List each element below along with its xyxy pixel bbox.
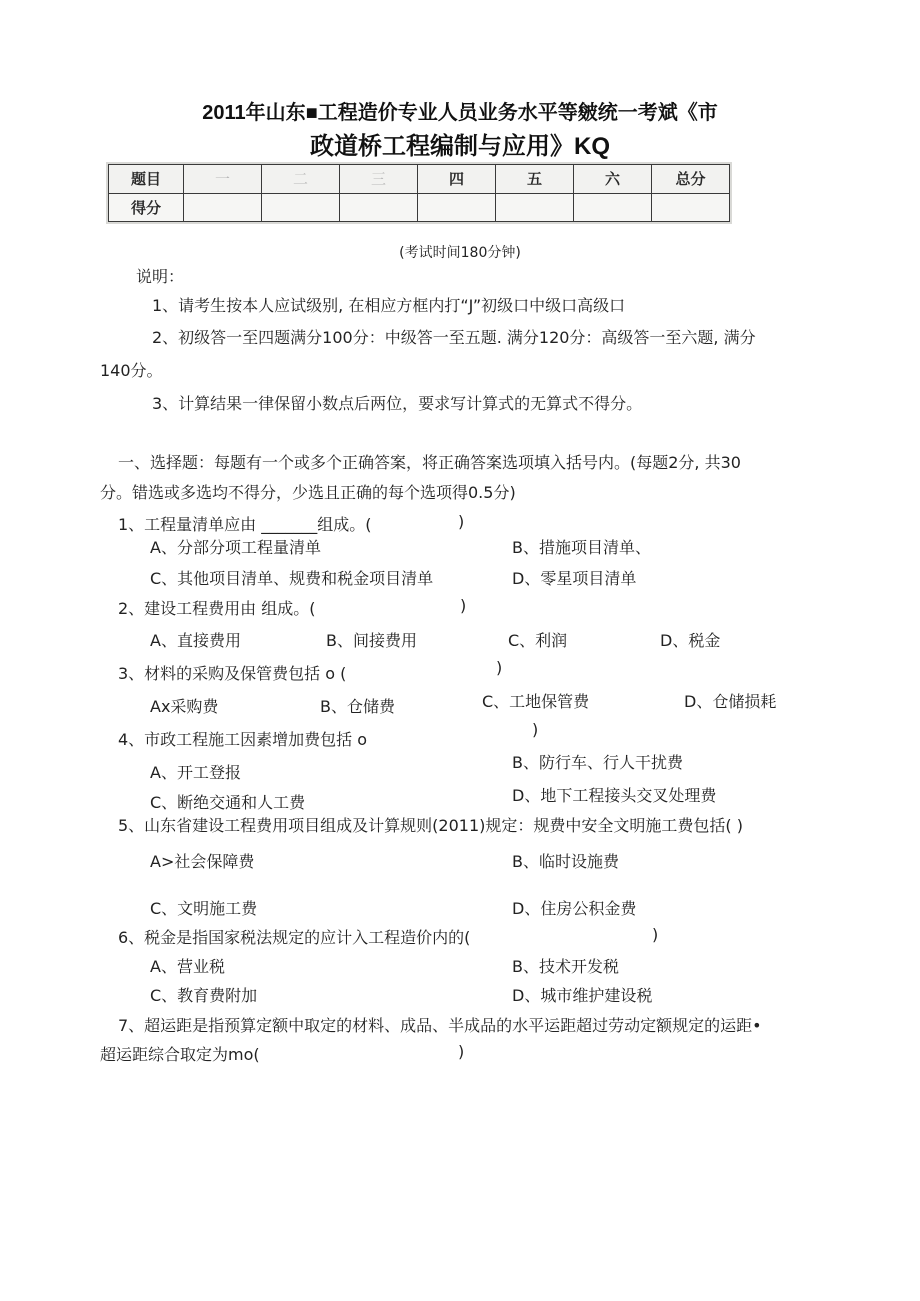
q1-option-b: B、措施项目清单、 [512,538,651,557]
q3-option-d: D、仓储损耗 [684,692,777,711]
instructions-label: 说明： [136,267,185,286]
q1-option-a: A、分部分项工程量清单 [150,538,321,557]
exam-title-line1: 2011年山东■工程造价专业人员业务水平等皴统一考斌《市 [202,102,718,124]
q4-option-b: B、防行车、行人干扰费 [512,753,683,772]
q3-option-c: C、工地保管费 [482,692,590,711]
instruction-item-2-cont: 140分。 [100,361,163,380]
q2-option-b: B、间接费用 [326,631,417,650]
q3-option-b: B、仓储费 [320,697,395,716]
q7-answer-bracket: ) [458,1042,465,1061]
q4-option-c-clipped [150,790,480,812]
score-cell-header: 一 [184,165,262,194]
q6-option-b: B、技术开发税 [512,957,619,976]
q3-answer-bracket: ) [496,658,503,677]
section1-heading: 一、选择题：每题有一个或多个正确答案，将正确答案选项填入括号内。(每题2分, 共30 [118,453,741,472]
q6-option-d: D、城市维护建设税 [512,986,653,1005]
q4-option-a: A、开工登报 [150,763,241,782]
q2-option-d: D、税金 [660,631,721,650]
q5-option-a: A>社会保障费 [150,852,255,871]
q6-option-c: C、教育费附加 [150,986,258,1005]
q1-option-d: D、零星项目清单 [512,569,637,588]
score-table-score-row [109,193,730,222]
q4-stem: 4、市政工程施工因素增加费包括 o [118,730,368,749]
score-cell-label: 得分 [109,193,184,222]
score-table [108,164,730,222]
q1-option-c: C、其他项目清单、规费和税金项目清单 [150,569,434,588]
q6-option-a: A、营业税 [150,957,225,976]
q2-option-a: A、直接费用 [150,631,241,650]
q6-answer-bracket: ) [652,925,659,944]
score-cell-value [652,193,730,222]
q4-answer-bracket: ) [532,720,539,739]
q7-stem: 7、超运距是指预算定额中取定的材料、成品、半成品的水平运距超过劳动定额规定的运距• [118,1016,762,1035]
score-cell-header: 总分 [652,165,730,194]
score-cell-value [184,193,262,222]
q1-answer-bracket: ) [458,512,465,531]
q7-stem-cont: 超运距综合取定为mo( [100,1045,260,1064]
score-cell-header: 二 [262,165,340,194]
score-cell-value [340,193,418,222]
q3-option-a: Ax采购费 [150,697,219,716]
score-cell-header: 三 [340,165,418,194]
q5-option-b: B、临时设施费 [512,852,619,871]
exam-title-line2: 政道桥工程编制与应用》KQ [310,133,610,160]
q5-option-c: C、文明施工费 [150,899,258,918]
q1-stem: 1、工程量清单应由 _______组成。( [118,515,372,534]
instruction-item-2: 2、初级答一至四题满分100分：中级答一至五题. 满分120分：高级答一至六题, 满分 [152,328,756,347]
score-cell-value [496,193,574,222]
score-cell-header: 六 [574,165,652,194]
q3-stem: 3、材料的采购及保管费包括 o ( [118,664,347,683]
score-cell-value [574,193,652,222]
q2-option-c: C、利润 [508,631,568,650]
q5-stem: 5、山东省建设工程费用项目组成及计算规则(2011)规定：规费中安全文明施工费包括( ) [118,816,743,835]
q4-option-c: C、断绝交通和人工费 [150,793,306,812]
instruction-item-3: 3、计算结果一律保留小数点后两位，要求写计算式的无算式不得分。 [152,394,643,413]
score-cell-value [262,193,340,222]
q2-answer-bracket: ) [460,596,467,615]
score-cell-value [418,193,496,222]
instruction-item-1: 1、请考生按本人应试级别, 在相应方框内打“J”初级口中级口高级口 [152,296,626,315]
score-table-header-row [109,165,730,194]
exam-time: (考试时间180分钟) [399,245,521,261]
section1-heading-cont: 分。错选或多选均不得分，少选且正确的每个选项得0.5分) [100,483,516,502]
q4-option-d: D、地下工程接头交叉处理费 [512,786,717,805]
q2-stem: 2、建设工程费用由 组成。( [118,599,316,618]
score-cell-label: 题目 [109,165,184,194]
q6-stem: 6、税金是指国家税法规定的应计入工程造价内的( [118,928,471,947]
score-cell-header: 五 [496,165,574,194]
score-cell-header: 四 [418,165,496,194]
q5-option-d: D、住房公积金费 [512,899,637,918]
